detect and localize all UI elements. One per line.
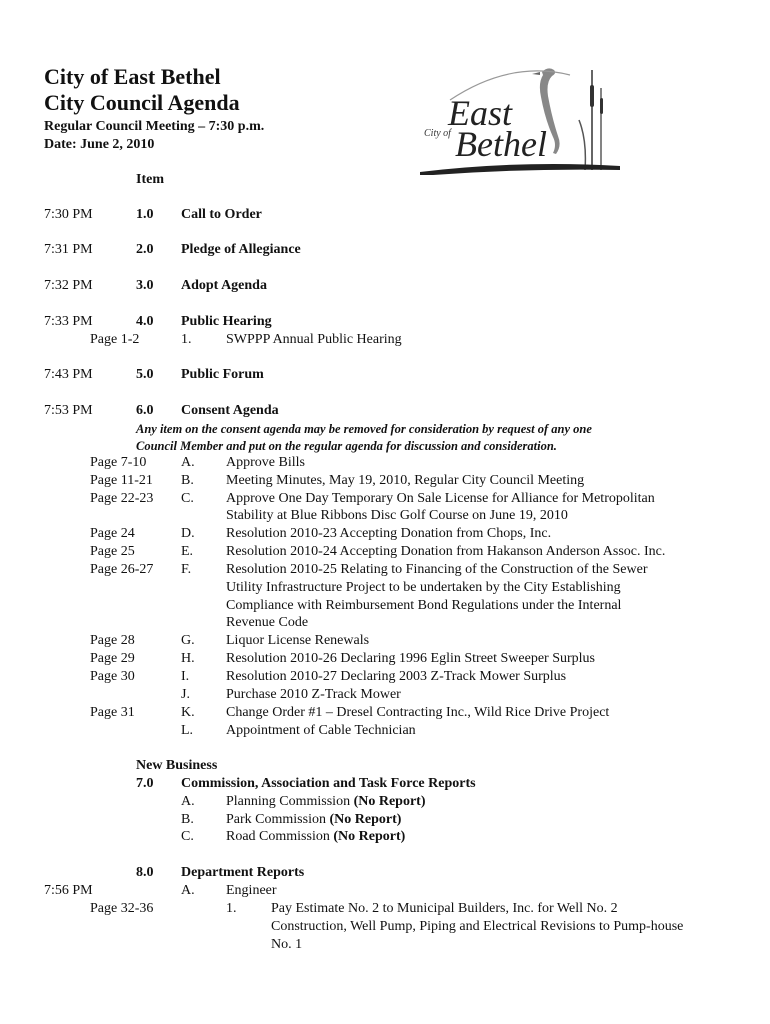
consent-note-line: Any item on the consent agenda may be removed for consideration by request of any one xyxy=(136,422,592,436)
logo-bethel-text: Bethel xyxy=(455,124,547,164)
page-ref: Page 22-23 xyxy=(90,491,154,506)
consent-text: Utility Infrastructure Project to be undertaken by the City Establishing xyxy=(226,580,621,595)
item-time: 7:31 PM xyxy=(44,242,93,257)
page-ref: Page 30 xyxy=(90,669,135,684)
item-number: 6.0 xyxy=(136,403,154,418)
consent-letter: F. xyxy=(181,562,192,577)
city-title: City of East Bethel xyxy=(44,64,221,89)
new-business-heading: New Business xyxy=(136,758,218,773)
consent-text: Revenue Code xyxy=(226,615,309,630)
item-time: 7:32 PM xyxy=(44,278,93,293)
consent-note-line: Council Member and put on the regular agenda for discussion and consideration. xyxy=(136,439,557,453)
consent-letter: C. xyxy=(181,491,194,506)
item-number: 3.0 xyxy=(136,278,154,293)
page-ref: Page 31 xyxy=(90,705,135,720)
date-line: Date: June 2, 2010 xyxy=(44,137,155,152)
item-number: 4.0 xyxy=(136,314,154,329)
logo-east-text: East xyxy=(448,93,513,133)
consent-text: Liquor License Renewals xyxy=(226,633,370,648)
consent-text: Change Order #1 – Dresel Contracting Inc., Wild Rice Drive Project xyxy=(226,705,610,720)
sub-item-text: Pay Estimate No. 2 to Municipal Builders, Inc. for Well No. 2 xyxy=(271,901,618,916)
commission-name: Planning Commission xyxy=(226,794,354,809)
item-title: Pledge of Allegiance xyxy=(181,242,301,257)
consent-text: Resolution 2010-23 Accepting Donation from Chops, Inc. xyxy=(226,526,552,541)
item-title: Public Hearing xyxy=(181,314,272,329)
consent-text: Compliance with Reimbursement Bond Regulations under the Internal xyxy=(226,598,622,613)
consent-text: Approve One Day Temporary On Sale License for Alliance for Metropolitan xyxy=(226,491,655,506)
item-number: 5.0 xyxy=(136,367,154,382)
item-time: 7:43 PM xyxy=(44,367,93,382)
sub-letter: B. xyxy=(181,812,194,827)
consent-text: Purchase 2010 Z-Track Mower xyxy=(226,687,401,702)
item-time: 7:53 PM xyxy=(44,403,93,418)
commission-row xyxy=(226,811,401,829)
consent-text: Resolution 2010-25 Relating to Financing of the Construction of the Sewer xyxy=(226,562,648,577)
consent-letter: G. xyxy=(181,633,195,648)
agenda-title: City Council Agenda xyxy=(44,90,240,115)
sub-text: SWPPP Annual Public Hearing xyxy=(226,332,402,347)
page-ref: Page 25 xyxy=(90,544,135,559)
consent-text: Resolution 2010-27 Declaring 2003 Z-Track Mower Surplus xyxy=(226,669,567,684)
consent-letter: J. xyxy=(181,687,190,702)
sub-item-number: 1. xyxy=(226,901,237,916)
page-ref: Page 26-27 xyxy=(90,562,154,577)
page-ref: Page 1-2 xyxy=(90,332,140,347)
page-ref: Page 11-21 xyxy=(90,473,153,488)
item-title: Call to Order xyxy=(181,207,262,222)
section-title: Commission, Association and Task Force Reports xyxy=(181,776,476,791)
item-number: 1.0 xyxy=(136,207,154,222)
item-title: Consent Agenda xyxy=(181,403,279,418)
sub-text: Engineer xyxy=(226,883,277,898)
consent-letter: D. xyxy=(181,526,195,541)
page-ref: Page 32-36 xyxy=(90,901,154,916)
consent-letter: L. xyxy=(181,723,194,738)
consent-letter: I. xyxy=(181,669,190,684)
commission-name: Park Commission xyxy=(226,812,330,827)
no-report-label: (No Report) xyxy=(329,812,402,827)
consent-text: Appointment of Cable Technician xyxy=(226,723,416,738)
no-report-label: (No Report) xyxy=(333,829,406,844)
sub-letter: C. xyxy=(181,829,194,844)
sub-letter: A. xyxy=(181,794,195,809)
commission-row xyxy=(226,828,405,846)
item-time: 7:33 PM xyxy=(44,314,93,329)
page-ref: Page 29 xyxy=(90,651,135,666)
item-column-header: Item xyxy=(136,172,164,187)
page-ref: Page 28 xyxy=(90,633,135,648)
meeting-line: Regular Council Meeting – 7:30 p.m. xyxy=(44,119,265,134)
page-ref: Page 7-10 xyxy=(90,455,147,470)
consent-letter: E. xyxy=(181,544,194,559)
item-title: Public Forum xyxy=(181,367,264,382)
sub-item-text: No. 1 xyxy=(271,937,303,952)
section-number: 7.0 xyxy=(136,776,154,791)
sub-item-text: Construction, Well Pump, Piping and Electrical Revisions to Pump-house xyxy=(271,919,684,934)
page-ref: Page 24 xyxy=(90,526,135,541)
section-title: Department Reports xyxy=(181,865,305,880)
consent-letter: H. xyxy=(181,651,195,666)
consent-letter: B. xyxy=(181,473,194,488)
consent-text: Resolution 2010-24 Accepting Donation from Hakanson Anderson Assoc. Inc. xyxy=(226,544,666,559)
section-number: 8.0 xyxy=(136,865,154,880)
commission-row xyxy=(226,793,426,811)
consent-letter: A. xyxy=(181,455,195,470)
consent-letter: K. xyxy=(181,705,195,720)
item-time: 7:30 PM xyxy=(44,207,93,222)
consent-text: Resolution 2010-26 Declaring 1996 Eglin Street Sweeper Surplus xyxy=(226,651,595,666)
no-report-label: (No Report) xyxy=(353,794,426,809)
logo-city-of-text: City of xyxy=(424,128,451,139)
consent-text: Meeting Minutes, May 19, 2010, Regular City Council Meeting xyxy=(226,473,585,488)
item-title: Adopt Agenda xyxy=(181,278,267,293)
commission-name: Road Commission xyxy=(226,829,334,844)
item-time: 7:56 PM xyxy=(44,883,93,898)
sub-letter: 1. xyxy=(181,332,192,347)
consent-text: Stability at Blue Ribbons Disc Golf Course on June 19, 2010 xyxy=(226,508,568,523)
sub-letter: A. xyxy=(181,883,195,898)
consent-text: Approve Bills xyxy=(226,455,305,470)
item-number: 2.0 xyxy=(136,242,154,257)
